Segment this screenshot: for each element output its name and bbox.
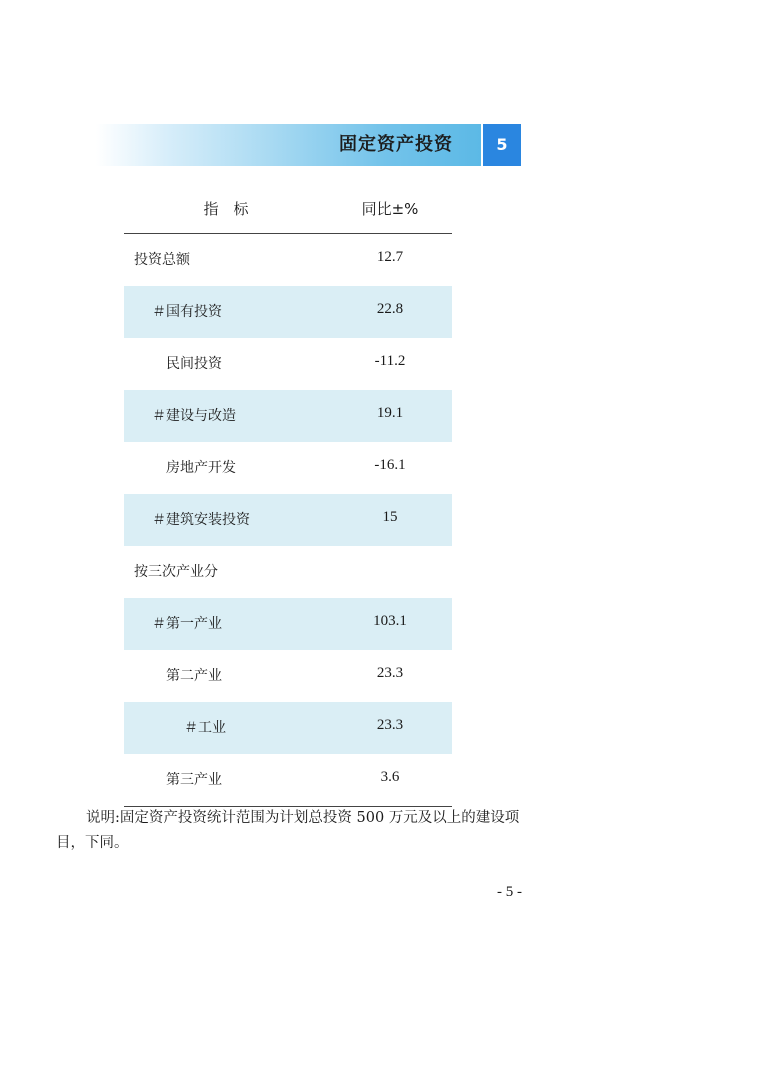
row-yoy-value: 23.3 <box>376 665 404 681</box>
section-banner <box>96 124 481 166</box>
table-row <box>124 338 452 390</box>
statistics-table <box>124 184 452 807</box>
table-row <box>124 754 452 807</box>
row-indicator-label: 按三次产业分 <box>134 564 218 580</box>
row-indicator-label: ＃国有投资 <box>152 304 222 320</box>
row-yoy-value: 22.8 <box>376 301 404 317</box>
row-yoy-value: -16.1 <box>374 457 406 473</box>
table-row <box>124 390 452 442</box>
row-yoy-value: 103.1 <box>373 613 407 629</box>
row-yoy-value: 15 <box>382 509 398 525</box>
table-row <box>124 650 452 702</box>
row-indicator-label: 投资总额 <box>134 252 190 268</box>
table-row <box>124 598 452 650</box>
row-indicator-label: 民间投资 <box>166 356 222 372</box>
row-yoy-value: 23.3 <box>376 717 404 733</box>
section-number-badge: 5 <box>483 124 521 166</box>
footnote: 说明:固定资产投资统计范围为计划总投资 500 万元及以上的建设项目，下同。 <box>56 810 520 851</box>
table-row <box>124 702 452 754</box>
row-indicator-label: 房地产开发 <box>166 460 236 476</box>
row-indicator-label: ＃工业 <box>184 720 226 736</box>
row-indicator-label: 第三产业 <box>166 772 222 788</box>
column-header-yoy: 同比±% <box>361 200 419 218</box>
table-row <box>124 546 452 598</box>
section-title: 固定资产投资 <box>339 134 453 155</box>
row-indicator-label: 第二产业 <box>166 668 222 684</box>
row-indicator-label: ＃建筑安装投资 <box>152 512 250 528</box>
row-indicator-label: ＃第一产业 <box>152 616 222 632</box>
table-header <box>124 184 452 234</box>
row-yoy-value: -11.2 <box>374 353 406 369</box>
table-row <box>124 442 452 494</box>
table-body <box>124 234 452 807</box>
row-yoy-value: 3.6 <box>380 769 400 785</box>
table-row <box>124 494 452 546</box>
row-yoy-value: 19.1 <box>376 405 404 421</box>
row-yoy-value: 12.7 <box>376 249 404 265</box>
row-indicator-label: ＃建设与改造 <box>152 408 236 424</box>
column-header-indicator: 指 标 <box>203 200 249 218</box>
table-row <box>124 286 452 338</box>
table-row <box>124 234 452 286</box>
page-number: - 5 - <box>497 884 522 900</box>
